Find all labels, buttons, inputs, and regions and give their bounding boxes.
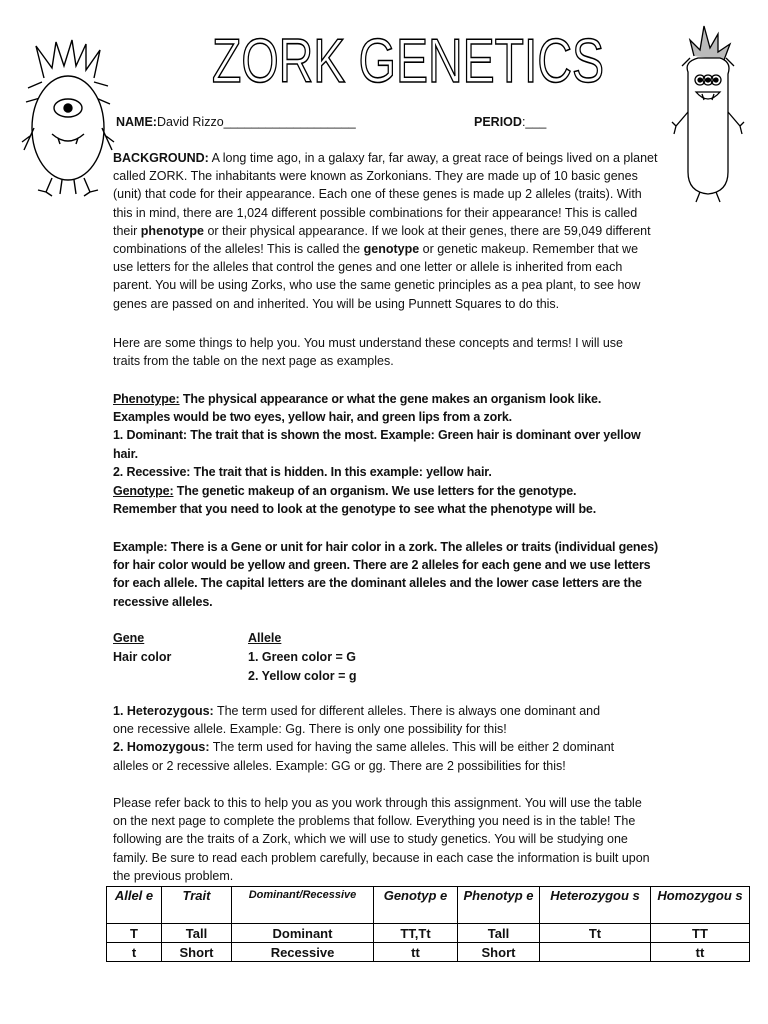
- table-cell: T: [107, 924, 162, 943]
- page-title: [208, 27, 608, 96]
- gene-header: Gene: [113, 631, 145, 645]
- homozygous-text: The term used for having the same alleles. This will be either 2 dominant alleles or 2 recessive alleles. Example: GG or gg. There are 2 possibilities for this!: [113, 740, 615, 773]
- table-cell: TT,Tt: [374, 924, 458, 943]
- zygosity-definitions: [113, 702, 623, 775]
- genotype-label: Genotype:: [113, 484, 174, 498]
- header-heterozygous: Heterozygou s: [540, 887, 651, 924]
- table-row: [107, 943, 750, 962]
- name-label: NAME:: [116, 115, 157, 129]
- genotype-term: genotype: [363, 242, 420, 257]
- table-cell: Tall: [162, 924, 232, 943]
- name-field: [116, 115, 356, 129]
- genotype-text: The genetic makeup of an organism. We use letters for the genotype. Remember that you need to look at the genotype to see what the phenotype will be.: [113, 484, 597, 517]
- table-cell: Recessive: [232, 943, 374, 962]
- allele-header: Allele: [248, 631, 282, 645]
- zork-left-illustration: [22, 38, 114, 196]
- refer-paragraph: Please refer back to this to help you as you work through this assignment. You will use the table on the next page to complete the problems that follow. Everything you need is in the table! The following are the traits of a Zork, which we will use to study genetics. You will be studying one family. Be sure to read each problem carefully, because in each case the information is built upon the previous problem.: [113, 796, 650, 883]
- table-cell: tt: [374, 943, 458, 962]
- name-line: ___________________: [223, 115, 356, 129]
- help-paragraph: Here are some things to help you. You must understand these concepts and terms! I will use traits from the table on the next page as examples.: [113, 336, 624, 369]
- phenotype-term: phenotype: [140, 223, 204, 238]
- background-text-2: or their physical appearance. If we look at their genes, there are 59,049 different combinations of the alleles! This is called the: [113, 223, 651, 257]
- header-phenotype: Phenotyp e: [458, 887, 540, 924]
- homozygous-definition: [113, 738, 623, 774]
- phenotype-text: The physical appearance or what the gene makes an organism look like. Examples would be two eyes, yellow hair, and green lips from a zork.: [113, 392, 602, 425]
- allele-1: 1. Green color = G: [248, 650, 357, 664]
- example-paragraph: Example: There is a Gene or unit for hair color in a zork. The alleles or traits (individual genes) for hair color would be yellow and green. There are 2 alleles for each gene and we use letters for each allele. The capital letters are the dominant alleles and the lower case letters are the recessive alleles.: [113, 540, 659, 609]
- heterozygous-text: The term used for different alleles. There is always one dominant and one recessive allele. Example: Gg. There is only one possibility for this!: [113, 704, 601, 737]
- table-cell: Dominant: [232, 924, 374, 943]
- background-text-3: or genetic makeup. Remember that we use letters for the alleles that control the genes and one letter or allele is inherited from each parent. You will be using Zorks, who use the same genetic principles as a pea plant, to see how genes are passed on and inherited. You will be using Punnett Squares to do this.: [113, 242, 641, 311]
- heterozygous-definition: [113, 702, 623, 738]
- zork-right-illustration: [668, 22, 748, 204]
- table-cell: Tall: [458, 924, 540, 943]
- header-homozygous: Homozygou s: [651, 887, 750, 924]
- table-cell: Tt: [540, 924, 651, 943]
- period-label: PERIOD: [474, 115, 522, 129]
- traits-table: [106, 886, 750, 962]
- period-line: :___: [521, 115, 547, 129]
- homozygous-label: 2. Homozygous:: [113, 740, 210, 755]
- table-row: [107, 924, 750, 943]
- background-text-1: A long time ago, in a galaxy far, far away, a great race of beings lived on a planet called ZORK. The inhabitants were known as Zorkonians. They are made up of 10 basic genes (unit) that code for their appearance. Each one of these genes is made up 2 alleles (traits). With this in mind, there are 1,024 different possible combinations for their appearance! This is called their: [113, 151, 658, 238]
- header-genotype: Genotyp e: [374, 887, 458, 924]
- dominant-definition: 1. Dominant: The trait that is shown the most. Example: Green hair is dominant over yellow hair.: [113, 428, 641, 461]
- period-field: [474, 115, 546, 129]
- recessive-definition: 2. Recessive: The trait that is hidden. In this example: yellow hair.: [113, 464, 492, 479]
- heterozygous-label: 1. Heterozygous:: [113, 704, 214, 718]
- background-paragraph: [113, 149, 661, 313]
- header-trait: Trait: [162, 887, 232, 924]
- table-header-row: [107, 887, 750, 924]
- background-label: BACKGROUND:: [113, 151, 209, 165]
- table-cell: tt: [651, 943, 750, 962]
- table-cell: t: [107, 943, 162, 962]
- table-cell: Short: [458, 943, 540, 962]
- table-cell: TT: [651, 924, 750, 943]
- table-cell: [540, 943, 651, 962]
- allele-2: 2. Yellow color = g: [248, 669, 357, 683]
- student-name: David Rizzo: [156, 115, 224, 129]
- header-dominant-recessive: Dominant/Recessive: [232, 887, 374, 924]
- table-cell: Short: [162, 943, 232, 962]
- genotype-definition: [113, 482, 643, 518]
- phenotype-definition: [113, 390, 653, 481]
- phenotype-label: Phenotype:: [113, 392, 180, 406]
- title-text: ZORK GENETICS: [212, 27, 604, 96]
- gene-name: Hair color: [113, 650, 172, 664]
- header-allele: Allel e: [107, 887, 162, 924]
